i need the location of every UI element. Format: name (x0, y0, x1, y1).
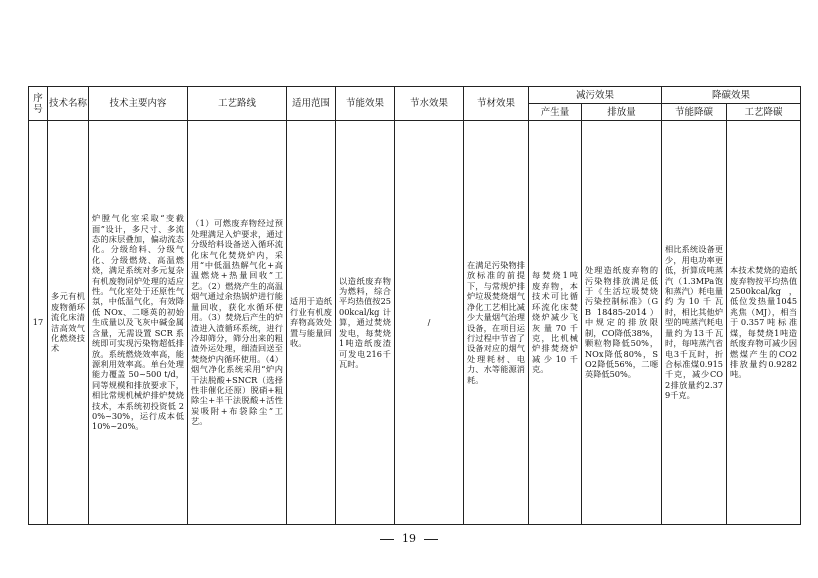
row-process-carbon-text: 本技术焚烧的造纸废弃物按平均热值2500kcal/kg，低位发热量1045兆焦（MJ），相当于0.357吨标准煤，每焚烧1吨造纸废弃物可减少因燃煤产生的CO2排放量约0.9282吨。 (730, 265, 798, 380)
row-water (395, 121, 464, 525)
row-process-route (188, 121, 287, 525)
row-emission (582, 121, 662, 525)
page-number: 19 (402, 532, 416, 545)
row-scope-text: 适用于造纸行业有机废弃物高效处置与能量回收。 (290, 296, 332, 349)
header-main-content: 技术主要内容 (89, 87, 188, 121)
row-emission-text: 处理造纸废弃物的污染物排放满足低于《生活垃圾焚烧污染控制标准》（GB 18485-2014）中规定的排放限制，CO降低38%，颗粒物降低50%，NOx降低80%，SO2降低56%，二噁英降低50%。 (585, 265, 659, 380)
header-process-route: 工艺路线 (188, 87, 287, 121)
row-production (529, 121, 582, 525)
header-scope: 适用范围 (287, 87, 336, 121)
row-energy-text: 以造纸废弃物为燃料，综合平均热值按2500kcal/kg计算，通过焚烧发电，每焚烧1吨造纸废渣可发电216千瓦时。 (339, 275, 391, 369)
row-seq-text: 17 (32, 317, 44, 328)
row-scope (287, 121, 336, 525)
footer-dash-left (380, 539, 394, 540)
header-carbon-group: 降碳效果 (662, 87, 801, 104)
header-material: 节材效果 (464, 87, 529, 121)
table-row (29, 121, 801, 525)
row-material (464, 121, 529, 525)
header-seq: 序号 (29, 87, 48, 121)
footer-dash-right (424, 539, 438, 540)
row-process-route-text: （1）可燃废弃物经过预处理满足入炉要求，通过分级给料设备送入循环流化床气化焚烧炉内，采用“中低温热解气化+高温燃烧+热量回收”工艺。（2）燃烧产生的高温烟气通过余热锅炉进行能量回收，获化水循环使用。（3）焚烧后产生的炉渣进入渣循环系统，进行冷却筛分，筛分出来的粗渣外运处理，细渣回送至焚烧炉内循环使用。（4）烟气净化系统采用“炉内干法脱酸+SNCR（选择性非催化还原）脱硝+粗除尘+半干法脱酸+活性炭吸附+布袋除尘”工艺。 (191, 218, 283, 427)
row-energy-carbon-text: 相比系统设备更少，用电功率更低，折算成吨蒸汽（1.3MPa饱和蒸汽）耗电量约为10千瓦时，相比其他炉型的吨蒸汽耗电量约为13千瓦时，每吨蒸汽省电3千瓦时，折合标准煤0.915千克，减少CO2排放量约2.379千克。 (665, 244, 724, 401)
header-energy-carbon: 节能降碳 (662, 104, 727, 121)
row-material-text: 在满足污染物排放标准的前提下，与常规炉排炉垃圾焚烧烟气净化工艺相比减少大量烟气治理设备，在项目运行过程中节省了设备对应的烟气处理耗材、电力、水等能源消耗。 (467, 260, 525, 385)
document-page (28, 86, 800, 526)
page-footer (0, 532, 818, 545)
header-process-carbon: 工艺降碳 (727, 104, 801, 121)
header-pollution-group: 减污效果 (529, 87, 662, 104)
header-water: 节水效果 (395, 87, 464, 121)
row-energy-carbon (662, 121, 727, 525)
row-tech-name (48, 121, 89, 525)
row-water-text: / (427, 317, 431, 328)
row-tech-name-text: 多元有机废物循环流化床清洁高效气化燃烧技术 (51, 291, 85, 354)
header-emission: 排放量 (582, 104, 662, 121)
header-energy: 节能效果 (336, 87, 395, 121)
technology-table (28, 86, 801, 525)
row-energy (336, 121, 395, 525)
row-seq (29, 121, 48, 525)
row-production-text: 每焚烧1吨废弃物，本技术可比循环流化床焚烧炉减少飞灰量70千克，比机械炉排焚烧炉减少10千克。 (532, 270, 578, 375)
header-tech-name: 技术名称 (48, 87, 89, 121)
row-process-carbon (727, 121, 801, 525)
row-main-content-text: 炉膛气化室采取“变截面”设计，多尺寸、多流态的床层叠加，偏动流态化。分级给料、分级气化、分级燃烧、高温燃烧，满足系统对多元复杂有机废物同炉处理的适应性。气化室处于还原性气氛，中低温气化，有效降低 NOx、二噁英的初始生成量以及飞灰中碱金属含量，无需设置 SCR 系统即可实现污染物超低排放。系统燃烧效率高，能源利用效率高。单台处理能力覆盖 50~500 t/d，同等规模和排放要求下，相比常规机械炉排炉焚烧技术，本系统初投资低 20%~30%，运行成本低 10%~20%。 (92, 213, 184, 432)
header-production: 产生量 (529, 104, 582, 121)
header-row-primary (29, 87, 801, 104)
row-main-content (89, 121, 188, 525)
